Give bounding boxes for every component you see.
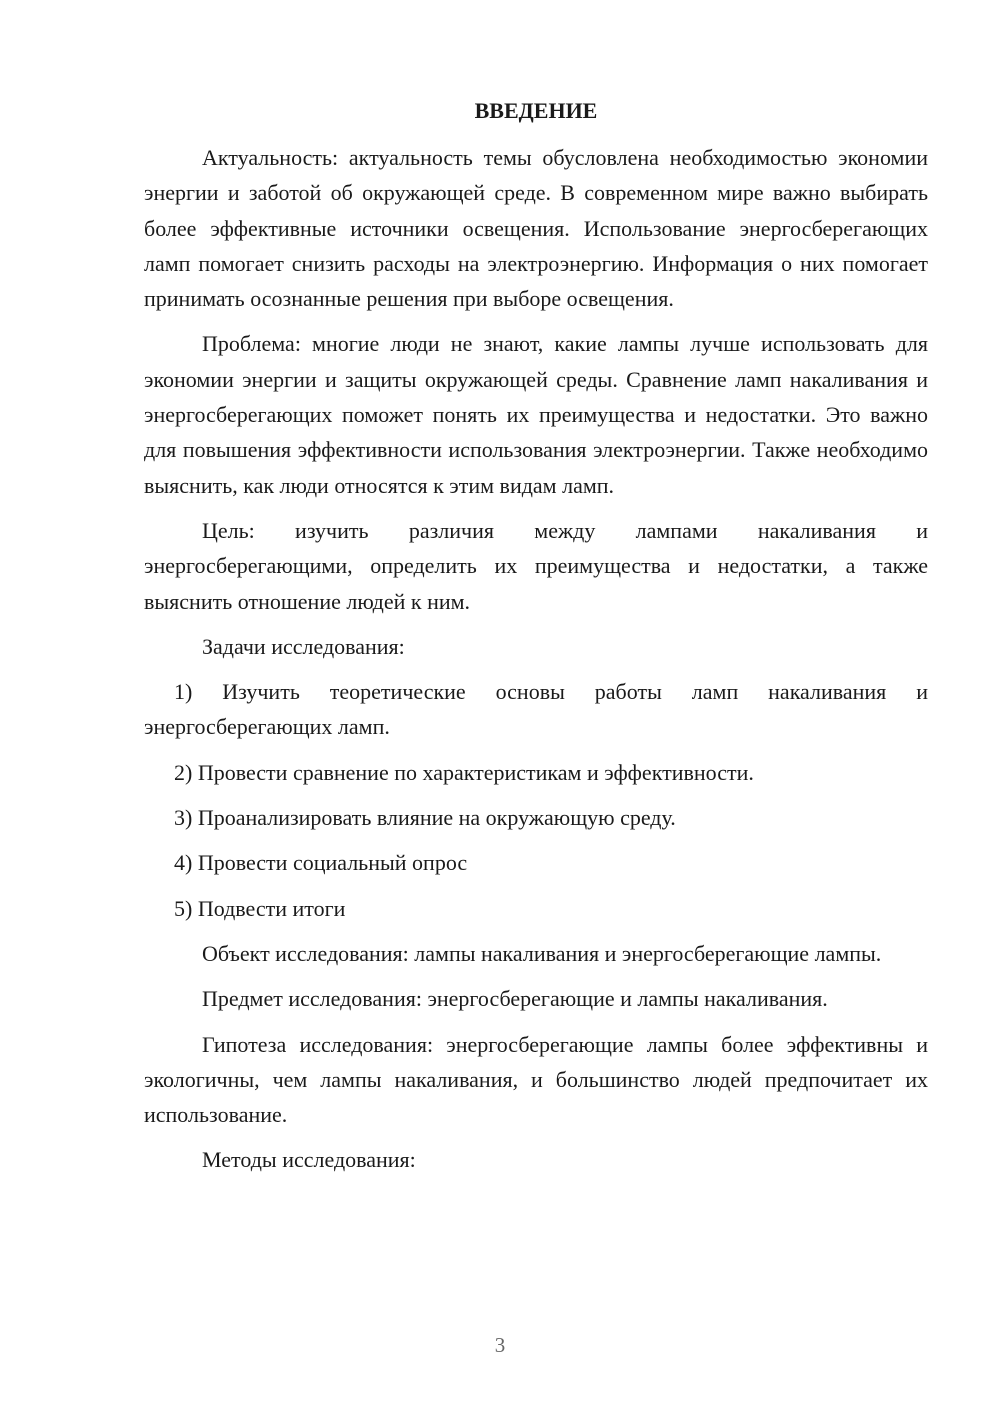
object-paragraph: Объект исследования: лампы накаливания и энергосберегающие лампы. [202,940,882,966]
task-item: 5) Подвести итоги [174,895,346,921]
task-item: 1) Изучить теоретические основы работы ламп накаливания и энергосберегающих ламп. [144,679,928,740]
subject-paragraph: Предмет исследования: энергосберегающие и лампы накаливания. [202,986,828,1012]
tasks-heading: Задачи исследования: [202,633,405,659]
methods-heading: Методы исследования: [202,1147,416,1173]
task-item: 3) Проанализировать влияние на окружающую среду. [174,805,676,831]
page-number: 3 [494,1333,506,1357]
task-item: 2) Провести сравнение по характеристикам и эффективности. [174,759,754,785]
hypothesis-paragraph: Гипотеза исследования: энергосберегающие лампы более эффективны и экологичны, чем лампы накаливания, и большинство людей предпочитает их использование. [144,1031,928,1128]
relevance-paragraph: Актуальность: актуальность темы обусловлена необходимостью экономии энергии и заботой об окружающей среде. В современном мире важно выбирать более эффективные источники освещения. Использование энергосберегающих ламп помогает снизить расходы на электроэнергию. Информация о них помогает принимать осознанные решения при выборе освещения. [144,145,928,312]
section-title: ВВЕДЕНИЕ [474,98,598,123]
problem-paragraph: Проблема: многие люди не знают, какие лампы лучше использовать для экономии энергии и защиты окружающей среды. Сравнение ламп накаливания и энергосберегающих поможет понять их преимущества и недостатки. Это важно для повышения эффективности использования электроэнергии. Также необходимо выяснить, как люди относятся к этим видам ламп. [144,331,928,498]
goal-paragraph: Цель: изучить различия между лампами накаливания и энергосберегающими, определить их преимущества и недостатки, а также выяснить отношение людей к ним. [144,517,928,614]
page-body [144,93,928,1188]
task-item: 4) Провести социальный опрос [174,850,468,876]
